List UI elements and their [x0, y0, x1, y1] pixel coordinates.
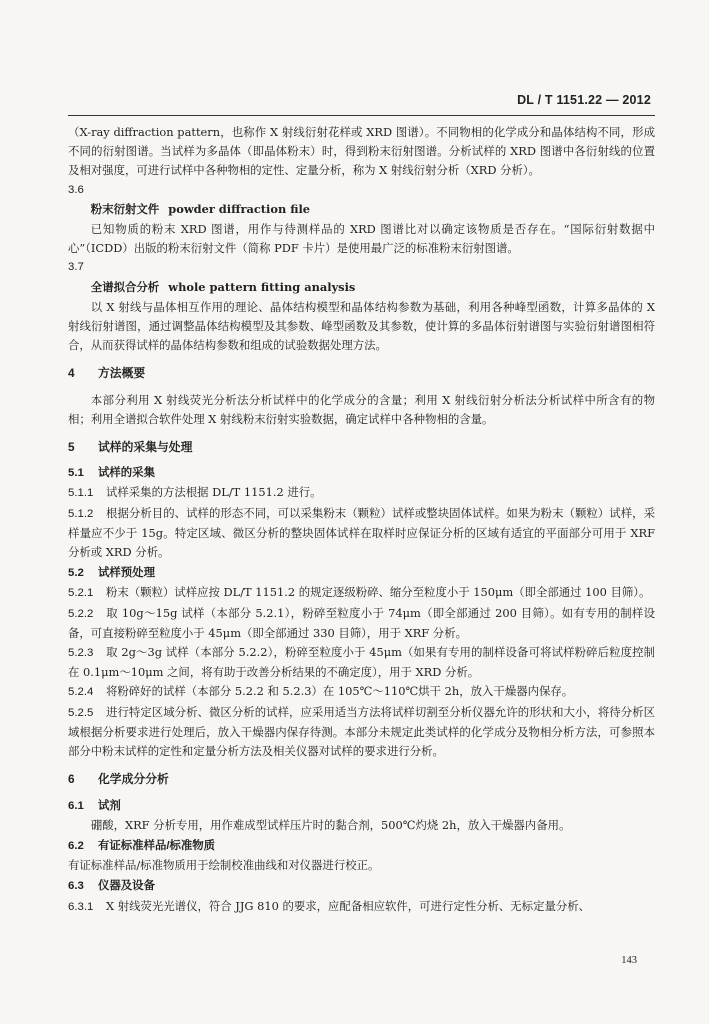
- section-title: 有证标准样品/标准物质: [98, 839, 216, 852]
- section-number: 4: [68, 366, 75, 381]
- clause-6-3-1: [68, 897, 655, 917]
- clause-text: 取 2g～3g 试样（本部分 5.2.2），粉碎至粒度小于 45μm（如果有专用的制样设备可将试样粉碎后粒度控制在 0.1μm～10μm 之间，将有助于改善分析结果的不确定度），用于 XRD 分析。: [68, 645, 655, 680]
- clause-3-6-term: [68, 200, 655, 220]
- section-5-1-heading: [68, 464, 655, 483]
- section-number: 5.2: [68, 567, 84, 580]
- section-4-text: 本部分利用 X 射线荧光分析法分析试样中的化学成分的含量；利用 X 射线衍射分析法分析试样中所含有的物相；利用全谱拟合软件处理 X 射线粉末衍射实验数据，确定试样中各种物相的含量。: [68, 392, 655, 426]
- section-title: 化学成分分析: [98, 772, 169, 787]
- section-6-2-text: 有证标准样品/标准物质用于绘制校准曲线和对仪器进行校正。: [68, 858, 380, 873]
- term-en: powder diffraction file: [168, 201, 311, 216]
- section-6-1-heading: [68, 797, 655, 816]
- clause-number: 5.2.4: [68, 686, 94, 699]
- section-number: 6.2: [68, 839, 84, 852]
- term-en: whole pattern fitting analysis: [168, 279, 356, 294]
- clause-number: 5.2.5: [68, 706, 94, 719]
- clause-number: 5.1.2: [68, 507, 94, 520]
- section-title: 仪器及设备: [98, 880, 155, 893]
- clause-3-7-term: [68, 278, 655, 298]
- clause-text: 进行特定区域分析、微区分析的试样，应采用适当方法将试样切割至分析仪器允许的形状和大小，将待分析区域根据分析要求进行处理后，放入干燥器内保存待测。本部分未规定此类试样的化学成分及物相分析方法，可参照本部分中粉末试样的定性和定量分析方法及相关仪器对试样的要求进行分析。: [68, 704, 655, 759]
- clause-5-2-2: [68, 604, 655, 643]
- clause-text: X 射线荧光光谱仪，符合 JJG 810 的要求，应配备相应软件，可进行定性分析、无标定量分析、: [106, 898, 591, 913]
- section-number: 6.1: [68, 799, 84, 812]
- section-6-heading: [68, 770, 655, 789]
- clause-number: 5.2.2: [68, 607, 94, 620]
- clause-3-7-definition: 以 X 射线与晶体相互作用的理论、晶体结构模型和晶体结构参数为基础，利用各种峰型函数，计算多晶体的 X 射线衍射谱图，通过调整晶体结构模型及其参数、峰型函数及其参数，使计算的多晶体衍射谱图与实验衍射谱图相符合，从而获得试样的晶体结构参数和组成的试验数据处理方法。: [68, 299, 655, 353]
- page-number: 143: [621, 955, 637, 966]
- section-5-heading: [68, 438, 655, 457]
- section-number: 5: [68, 440, 75, 455]
- section-title: 试样预处理: [98, 567, 155, 580]
- section-title: 方法概要: [98, 366, 146, 381]
- clause-text: 取 10g～15g 试样（本部分 5.2.1），粉碎至粒度小于 74μm（即全部通过 200 目筛）。如有专用的制样设备，可直接粉碎至粒度小于 45μm（即全部通过 330 目筛），用于 XRF 分析。: [68, 605, 655, 640]
- term-cn: 全谱拟合分析: [90, 281, 160, 294]
- clause-5-2-3: [68, 643, 655, 682]
- clause-text: 试样采集的方法根据 DL/T 1151.2 进行。: [106, 485, 322, 500]
- term-cn: 粉末衍射文件: [90, 203, 160, 216]
- section-title: 试样的采集: [98, 467, 155, 480]
- clause-3-6-definition: 已知物质的粉末 XRD 图谱，用作与待测样品的 XRD 图谱比对以确定该物质是否存在。“国际衍射数据中心”（ICDD）出版的粉末衍射文件（简称 PDF 卡片）是使用最广泛的标准粉末衍射图谱。: [68, 222, 655, 256]
- clause-5-1-1: [68, 483, 655, 503]
- section-4-heading: [68, 364, 655, 383]
- clause-5-2-5: [68, 703, 655, 762]
- section-6-1-text: 硼酸，XRF 分析专用，用作难成型试样压片时的黏合剂，500℃灼烧 2h，放入干燥器内备用。: [90, 817, 571, 832]
- xray-definition-continuation: （X-ray diffraction pattern，也称作 X 射线衍射花样或 XRD 图谱）。不同物相的化学成分和晶体结构不同，形成不同的衍射图谱。当试样为多晶体（即晶体粉末）时，得到粉末衍射图谱。分析试样的 XRD 图谱中各衍射线的位置及相对强度，可进行试样中各种物相的定性、定量分析，称为 X 射线衍射分析（XRD 分析）。: [68, 125, 655, 178]
- clause-5-2-4: [68, 682, 655, 702]
- section-5-2-heading: [68, 564, 655, 583]
- clause-number: 6.3.1: [68, 900, 94, 913]
- section-number: 6: [68, 772, 75, 787]
- clause-number: 5.1.1: [68, 487, 94, 500]
- clause-number: 5.2.3: [68, 647, 94, 660]
- page-content: [68, 123, 655, 917]
- clause-text: 将粉碎好的试样（本部分 5.2.2 和 5.2.3）在 105℃～110℃烘干 2h，放入干燥器内保存。: [106, 684, 574, 699]
- section-number: 5.1: [68, 467, 84, 480]
- section-6-2-heading: [68, 837, 655, 856]
- clause-3-6-number: 3.6: [68, 183, 84, 196]
- section-6-3-heading: [68, 877, 655, 896]
- section-title: 试样的采集与处理: [98, 440, 193, 455]
- section-number: 6.3: [68, 880, 84, 893]
- section-title: 试剂: [98, 799, 121, 812]
- header-rule: [68, 115, 655, 116]
- clause-5-1-2: [68, 504, 655, 563]
- clause-text: 根据分析目的、试样的形态不同，可以采集粉末（颗粒）试样或整块固体试样。如果为粉末（颗粒）试样，采样量应不少于 15g。特定区域、微区分析的整块固体试样在取样时应保证分析的区域有适宜的平面部分可用于 XRF 分析或 XRD 分析。: [68, 505, 655, 560]
- standard-header: DL / T 1151.22 — 2012: [517, 93, 651, 107]
- clause-number: 5.2.1: [68, 587, 94, 600]
- clause-3-7-number: 3.7: [68, 261, 84, 274]
- clause-text: 粉末（颗粒）试样应按 DL/T 1151.2 的规定逐级粉碎、缩分至粒度小于 150μm（即全部通过 100 目筛）。: [106, 585, 651, 600]
- clause-5-2-1: [68, 583, 655, 603]
